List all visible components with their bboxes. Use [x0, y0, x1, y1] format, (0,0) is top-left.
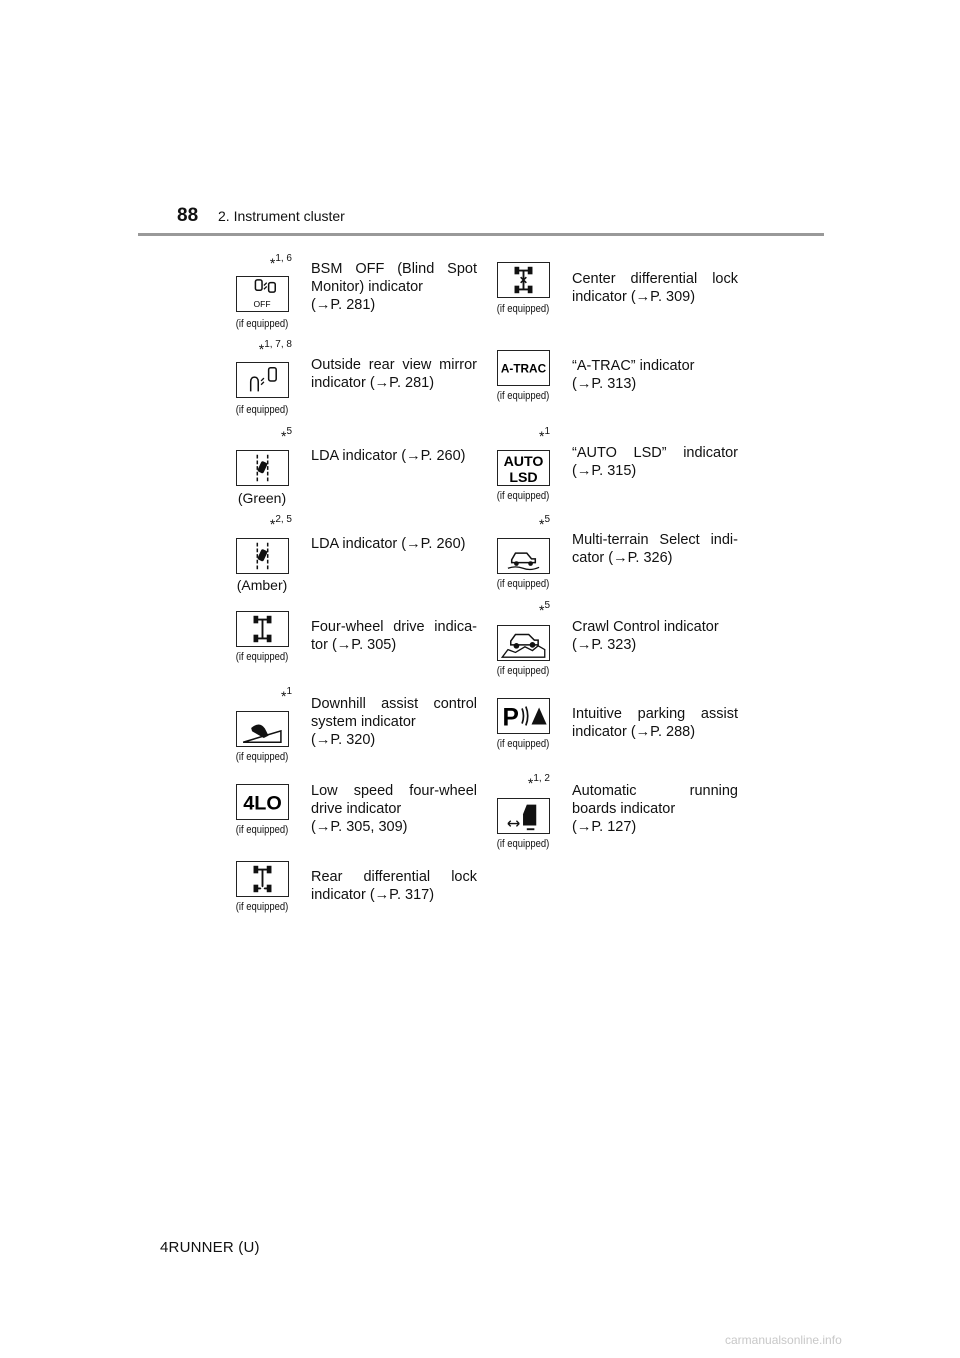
icon-note: (if equipped)	[496, 303, 550, 315]
running-boards-icon	[497, 798, 550, 834]
indicator-description: Four-wheel drive indica- tor (→P. 305)	[311, 619, 477, 653]
svg-text:OFF: OFF	[253, 299, 271, 310]
indicator-description: Low speed four-wheel drive indicator (→P. 305, 309)	[311, 783, 477, 835]
indicator-description: BSM OFF (Blind Spot Monitor) indicator (→P. 281)	[311, 261, 477, 313]
lda-icon	[236, 538, 289, 574]
four-wheel-drive-icon	[236, 611, 289, 647]
icon-note: (if equipped)	[235, 901, 289, 913]
icon-note: (if equipped)	[235, 651, 289, 663]
outside-mirror-icon	[236, 362, 289, 398]
icon-note: (if equipped)	[496, 738, 550, 750]
auto-lsd-icon	[497, 450, 550, 486]
indicator-description: Downhill assist control system indicator (→P. 320)	[311, 696, 477, 748]
4lo-icon-text: 4LO	[243, 792, 282, 815]
indicator-description: Automatic running boards indicator (→P. 127)	[572, 783, 738, 835]
auto-lsd-icon-text-2: LSD	[509, 470, 538, 485]
indicator-description: LDA indicator (→P. 260)	[311, 448, 466, 464]
indicator-description: Intuitive parking assist indicator (→P. 288)	[572, 706, 738, 740]
footnote-mark: *$^1$	[280, 686, 292, 704]
crawl-control-icon	[497, 625, 550, 661]
indicator-description: “A-TRAC” indicator (→P. 313)	[572, 358, 695, 392]
footnote-mark: *$^{1, 6}$	[269, 253, 292, 271]
indicator-description: Outside rear view mirror indicator (→P. 281)	[311, 357, 477, 391]
icon-note: (if equipped)	[496, 578, 550, 590]
footnote-mark: *$^5$	[538, 514, 550, 532]
auto-lsd-icon-text: AUTO	[503, 454, 544, 471]
parking-assist-icon	[497, 698, 550, 734]
footnote-mark: *$^{2, 5}$	[269, 514, 292, 532]
icon-note: (if equipped)	[235, 404, 289, 416]
a-trac-icon	[497, 350, 550, 386]
indicator-description: Center differential lock indicator (→P. 309)	[572, 271, 738, 305]
icon-note: (Green)	[237, 490, 287, 506]
icon-note: (if equipped)	[496, 838, 550, 850]
4lo-icon	[236, 784, 289, 820]
icon-note: (if equipped)	[496, 665, 550, 677]
footnote-mark: *$^{1, 7, 8}$	[258, 339, 292, 357]
rear-diff-lock-icon	[236, 861, 289, 897]
a-trac-icon-text: A-TRAC	[500, 361, 547, 376]
icon-note: (Amber)	[236, 577, 288, 593]
lda-icon	[236, 450, 289, 486]
footnote-mark: *$^5$	[538, 600, 550, 618]
parking-assist-icon-text: P	[502, 704, 519, 732]
icon-note: (if equipped)	[496, 490, 550, 502]
icon-note: (if equipped)	[496, 390, 550, 402]
center-diff-lock-icon	[497, 262, 550, 298]
icon-note: (if equipped)	[235, 824, 289, 836]
icon-note: (if equipped)	[235, 751, 289, 763]
indicator-description: LDA indicator (→P. 260)	[311, 536, 466, 552]
footnote-mark: *$^1$	[538, 426, 550, 444]
indicator-description: “AUTO LSD” indicator (→P. 315)	[572, 445, 738, 479]
page-number: 88	[177, 205, 199, 226]
indicator-description: Rear differential lock indicator (→P. 317)	[311, 869, 477, 903]
bsm-off-icon	[236, 276, 289, 312]
indicator-description: Multi-terrain Select indi- cator (→P. 326)	[572, 532, 738, 566]
footer-model: 4RUNNER (U)	[160, 1239, 260, 1256]
watermark: carmanualsonline.info	[725, 1333, 842, 1347]
multi-terrain-icon	[497, 538, 550, 574]
footnote-mark: *$^5$	[280, 426, 292, 444]
section-title: 2. Instrument cluster	[218, 208, 345, 224]
indicator-description: Crawl Control indicator (→P. 323)	[572, 619, 719, 653]
header-rule	[138, 233, 824, 236]
downhill-assist-icon	[236, 711, 289, 747]
footnote-mark: *$^{1, 2}$	[527, 773, 550, 791]
icon-note: (if equipped)	[235, 318, 289, 330]
